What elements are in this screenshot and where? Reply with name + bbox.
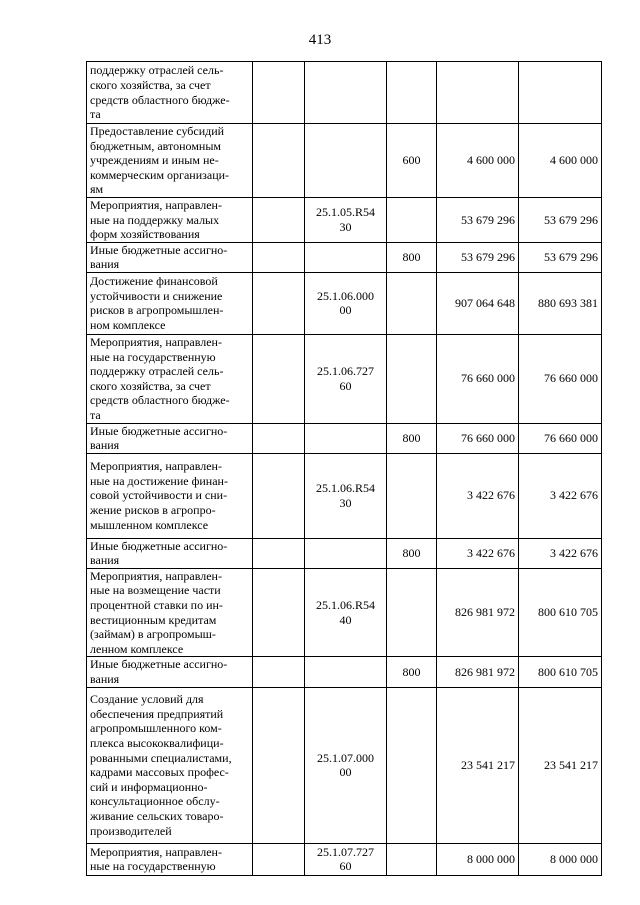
- item-name-cell: Предоставление субсидий бюджетным, автономным учреждениям и иным не- коммерческим организаци- ям: [87, 124, 253, 198]
- amount-year1-cell: 53 679 296: [437, 197, 519, 242]
- target-code-cell: [305, 62, 387, 124]
- table-row: [87, 538, 602, 568]
- amount-year1-cell: 907 064 648: [437, 272, 519, 334]
- table-row: [87, 197, 602, 242]
- target-code-cell: [305, 242, 387, 272]
- empty-column-cell: [253, 538, 305, 568]
- amount-year2-cell: 8 000 000: [519, 843, 602, 875]
- empty-column-cell: [253, 843, 305, 875]
- item-name-cell: Достижение финансовой устойчивости и снижение рисков в агропромышлен- ном комплексе: [87, 272, 253, 334]
- amount-year1-cell: 76 660 000: [437, 423, 519, 453]
- expense-type-cell: [387, 197, 437, 242]
- amount-year1-cell: 3 422 676: [437, 453, 519, 538]
- item-name-cell: Иные бюджетные ассигно- вания: [87, 423, 253, 453]
- target-code-cell: 25.1.06.000 00: [305, 272, 387, 334]
- amount-year2-cell: 53 679 296: [519, 197, 602, 242]
- expense-type-cell: 800: [387, 242, 437, 272]
- empty-column-cell: [253, 272, 305, 334]
- empty-column-cell: [253, 687, 305, 843]
- expense-type-cell: [387, 843, 437, 875]
- expense-type-cell: [387, 62, 437, 124]
- item-name-cell: Иные бюджетные ассигно- вания: [87, 242, 253, 272]
- item-name-cell: Иные бюджетные ассигно- вания: [87, 657, 253, 687]
- table-row: [87, 843, 602, 875]
- target-code-cell: 25.1.06.727 60: [305, 334, 387, 423]
- expense-type-cell: 800: [387, 538, 437, 568]
- expense-type-cell: [387, 687, 437, 843]
- table-row: [87, 124, 602, 198]
- page-number: 413: [308, 32, 332, 48]
- expense-type-cell: [387, 272, 437, 334]
- table-row: [87, 657, 602, 687]
- item-name-cell: Создание условий для обеспечения предприятий агропромышленного ком- плекса высококвалифици- рованными специалистами, кадрами массовых профес- сий и информационно- консультационное обслу- живание сельских товаро- производителей: [87, 687, 253, 843]
- amount-year2-cell: 76 660 000: [519, 423, 602, 453]
- amount-year1-cell: 826 981 972: [437, 568, 519, 657]
- expense-type-cell: 800: [387, 657, 437, 687]
- table-row: [87, 568, 602, 657]
- expense-type-cell: 800: [387, 423, 437, 453]
- target-code-cell: [305, 423, 387, 453]
- table-row: [87, 334, 602, 423]
- amount-year1-cell: 4 600 000: [437, 124, 519, 198]
- empty-column-cell: [253, 334, 305, 423]
- empty-column-cell: [253, 197, 305, 242]
- table-row: [87, 687, 602, 843]
- amount-year1-cell: 76 660 000: [437, 334, 519, 423]
- target-code-cell: 25.1.06.R54 30: [305, 453, 387, 538]
- table-row: [87, 272, 602, 334]
- amount-year1-cell: 8 000 000: [437, 843, 519, 875]
- item-name-cell: Мероприятия, направлен- ные на государственную: [87, 843, 253, 875]
- target-code-cell: [305, 124, 387, 198]
- amount-year2-cell: 53 679 296: [519, 242, 602, 272]
- amount-year2-cell: [519, 62, 602, 124]
- amount-year2-cell: 880 693 381: [519, 272, 602, 334]
- item-name-cell: поддержку отраслей сель- ского хозяйства, за счет средств областного бюдже- та: [87, 62, 253, 124]
- table-row: [87, 453, 602, 538]
- budget-table-body: [87, 62, 602, 876]
- amount-year2-cell: 76 660 000: [519, 334, 602, 423]
- amount-year1-cell: 3 422 676: [437, 538, 519, 568]
- amount-year2-cell: 3 422 676: [519, 453, 602, 538]
- expense-type-cell: 600: [387, 124, 437, 198]
- amount-year1-cell: [437, 62, 519, 124]
- table-row: [87, 62, 602, 124]
- amount-year2-cell: 800 610 705: [519, 657, 602, 687]
- empty-column-cell: [253, 423, 305, 453]
- empty-column-cell: [253, 124, 305, 198]
- amount-year1-cell: 826 981 972: [437, 657, 519, 687]
- amount-year1-cell: 23 541 217: [437, 687, 519, 843]
- item-name-cell: Мероприятия, направлен- ные на достижение финан- совой устойчивости и сни- жение рисков в агропро- мышленном комплексе: [87, 453, 253, 538]
- empty-column-cell: [253, 62, 305, 124]
- empty-column-cell: [253, 242, 305, 272]
- target-code-cell: 25.1.07.000 00: [305, 687, 387, 843]
- item-name-cell: Мероприятия, направлен- ные на государственную поддержку отраслей сель- ского хозяйства, за счет средств областного бюдже- та: [87, 334, 253, 423]
- amount-year2-cell: 800 610 705: [519, 568, 602, 657]
- table-row: [87, 242, 602, 272]
- table-row: [87, 423, 602, 453]
- amount-year1-cell: 53 679 296: [437, 242, 519, 272]
- target-code-cell: 25.1.07.727 60: [305, 843, 387, 875]
- empty-column-cell: [253, 453, 305, 538]
- amount-year2-cell: 4 600 000: [519, 124, 602, 198]
- item-name-cell: Иные бюджетные ассигно- вания: [87, 538, 253, 568]
- expense-type-cell: [387, 334, 437, 423]
- expense-type-cell: [387, 453, 437, 538]
- empty-column-cell: [253, 568, 305, 657]
- target-code-cell: 25.1.05.R54 30: [305, 197, 387, 242]
- target-code-cell: [305, 538, 387, 568]
- amount-year2-cell: 23 541 217: [519, 687, 602, 843]
- item-name-cell: Мероприятия, направлен- ные на возмещение части процентной ставки по ин- вестиционным кредитам (займам) в агропромыш- ленном комплексе: [87, 568, 253, 657]
- budget-table: [86, 61, 602, 876]
- target-code-cell: [305, 657, 387, 687]
- target-code-cell: 25.1.06.R54 40: [305, 568, 387, 657]
- amount-year2-cell: 3 422 676: [519, 538, 602, 568]
- item-name-cell: Мероприятия, направлен- ные на поддержку малых форм хозяйствования: [87, 197, 253, 242]
- expense-type-cell: [387, 568, 437, 657]
- empty-column-cell: [253, 657, 305, 687]
